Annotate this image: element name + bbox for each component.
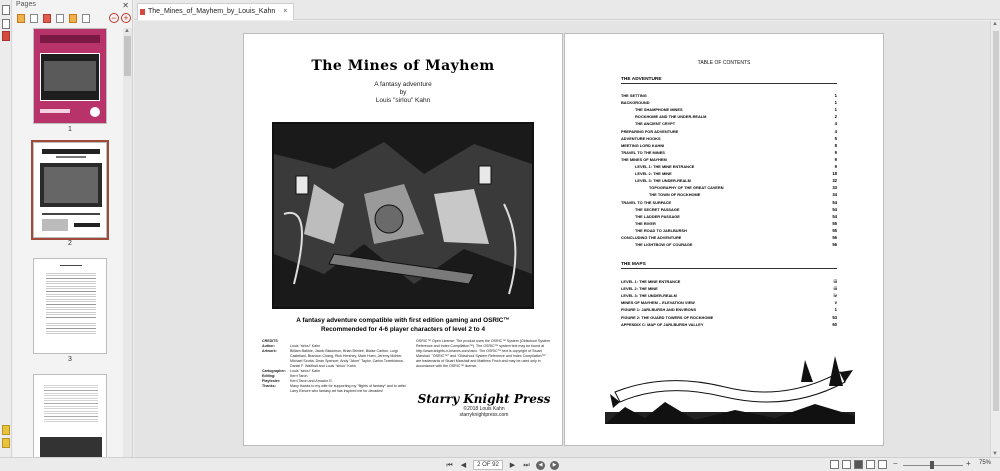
toc-entry-page: 54 <box>832 213 837 219</box>
zoom-slider-knob[interactable] <box>930 461 934 469</box>
toc-entry[interactable] <box>621 143 837 149</box>
toc-entry-page: 5 <box>834 135 837 141</box>
compat-line-2: Recommended for 4-6 player characters of level 2 to 4 <box>320 326 486 333</box>
document-scrollbar[interactable]: ▲ ▼ <box>990 21 1000 457</box>
toc-entry[interactable] <box>621 235 837 241</box>
pages-panel-title: Pages <box>16 1 36 8</box>
toc-entry[interactable] <box>621 300 837 306</box>
single-page-view-icon[interactable] <box>830 460 839 469</box>
toc-entry[interactable] <box>621 171 837 177</box>
toc-entry-title: THE LIGHTBOW OF COURAGE <box>635 242 693 248</box>
thumbnail-scrollbar[interactable]: ▲ <box>123 28 132 457</box>
delete-page-icon[interactable] <box>43 14 51 23</box>
credit-row: Editing: Kerri Taron <box>262 374 308 378</box>
toc-entry-title: APPENDIX C: MAP OF JARLBURSH VALLEY <box>621 321 704 327</box>
toc-entry-page: 9 <box>834 156 837 162</box>
toc-entry-title: MEETING LORD KAHNI <box>621 142 665 148</box>
toc-entry-page: 1 <box>834 307 837 313</box>
cover-art-drawing <box>274 124 532 307</box>
toc-entry[interactable] <box>621 315 837 321</box>
compat-line-1: A fantasy adventure compatible with first edition gaming and OSRIC™ <box>296 317 510 324</box>
credit-row: Playtester: Kerri Taron and Amador G. <box>262 379 333 383</box>
thumbnail-number: 3 <box>68 356 72 363</box>
toc-entry-page: iii <box>833 286 837 292</box>
toc-entry-title: BACKGROUND <box>621 100 650 106</box>
scrollbar-thumb[interactable] <box>993 31 999 411</box>
toc-section-maps: THE MAPS <box>621 262 837 269</box>
toc-entry[interactable] <box>621 129 837 135</box>
toc-entry-page: 1 <box>834 93 837 98</box>
attachments-icon[interactable] <box>2 31 10 41</box>
prev-page-icon[interactable]: ◀ <box>460 461 467 469</box>
last-page-icon[interactable]: ⏭ <box>523 461 530 469</box>
toc-entry[interactable] <box>621 200 837 206</box>
first-page-icon[interactable]: ⏮ <box>446 461 453 469</box>
toc-entry-page: 53 <box>832 314 837 320</box>
toc-entry-title: MINES OF MAYHEM – ELEVATION VIEW <box>621 300 695 306</box>
toc-entry[interactable] <box>621 164 837 170</box>
toc-entry-title: LEVEL 1: THE MINE ENTRANCE <box>635 164 695 169</box>
credit-row: Author: Louis "sirlou" Kahn <box>262 344 321 348</box>
thumbnail-image <box>33 28 107 124</box>
toc-entry[interactable] <box>621 150 837 156</box>
toc-entry[interactable] <box>621 293 837 299</box>
publisher-name: Starry Knight Press <box>417 392 551 406</box>
tab-label: The_Mines_of_Mayhem_by_Louis_Kahn <box>148 8 276 15</box>
credit-row: Artwork: Billiam Babble, Jacob Blackmon, Brian Brinlee, Blaise Carlton, Luigi Castellani, Brandon Chang, Rick Hershey, Mark Huen, Jeremy Mohler, Michael Scotta, Dean Spencer, Andy "Atom" Taylor, Carlos Torreblanca, Daniel F. Walthall and Louis "sirlou" Kahn <box>262 349 404 368</box>
fit-width-icon[interactable] <box>878 460 887 469</box>
comments-icon[interactable] <box>2 425 10 435</box>
toc-entry-page: 56 <box>832 235 837 240</box>
extract-page-icon[interactable] <box>30 14 38 23</box>
close-tab-icon[interactable]: × <box>283 8 288 15</box>
subtitle-by: by <box>399 89 407 96</box>
toc-entry[interactable] <box>621 322 837 328</box>
thumbnail-page-1[interactable] <box>33 28 107 133</box>
page-3 <box>564 33 884 446</box>
thumbnail-page-2[interactable] <box>33 142 107 247</box>
toc-entry-title: THE SECRET PASSAGE <box>635 206 680 212</box>
page-options-icon[interactable] <box>82 14 90 23</box>
zoom-in-thumb-icon[interactable]: + <box>121 13 131 23</box>
status-bar <box>0 457 1000 471</box>
toc-entry-page: 18 <box>832 171 837 177</box>
toc-entry[interactable] <box>621 279 837 285</box>
toc-title: TABLE OF CONTENTS <box>697 60 751 66</box>
credit-row: Thanks: Many thanks to my wife for supporting my "flights of fantasy" and to artist Larry Elmore who fantasy art has inspired me for decades! <box>262 384 406 393</box>
toc-entry-page: 8 <box>834 142 837 148</box>
publisher-block <box>416 392 552 418</box>
rotate-page-icon[interactable] <box>56 14 64 23</box>
left-toolbar <box>0 0 12 471</box>
toc-entry[interactable] <box>621 136 837 142</box>
notes-icon[interactable] <box>2 438 10 448</box>
forward-icon[interactable]: ▶ <box>550 461 559 470</box>
toc-entry-title: LEVEL 3: THE UNDER-REALM <box>635 178 691 184</box>
continuous-view-icon[interactable] <box>842 460 851 469</box>
document-tab[interactable] <box>137 3 294 20</box>
subtitle: A fantasy adventure <box>374 81 432 88</box>
toc-entry-page: v <box>834 300 837 306</box>
toc-entry-title: THE SETTING <box>621 93 647 98</box>
page-2 <box>243 33 563 446</box>
toc-entry-title: LEVEL 3: THE UNDER-REALM <box>621 293 677 299</box>
page-navigation <box>445 459 559 471</box>
toc-entry-page: iii <box>833 279 837 284</box>
back-icon[interactable]: ◀ <box>536 461 545 470</box>
toc-entry[interactable] <box>621 242 837 248</box>
toc-entry-page: 1 <box>834 107 837 113</box>
toc-entry-page: 60 <box>832 321 837 327</box>
license-text: OSRIC™ Open License: The product uses the OSRIC™ System (Oldschool System Reference and Index Compilation™). The OSRIC™ system text may be found at http://www.knights-n-knaves.com/osric. The OSRIC™ text is copyright of Stuart Marshall. "OSRIC™" and "Oldschool System Reference and Index Compilation™" are trademarks of Stuart Marshall and Matthew Finch and may be used only in accordance with the OSRIC™ license. <box>416 339 550 368</box>
toc-entry-page: 4 <box>834 128 837 134</box>
toc-entry-title: THE MINES OF MAYHEM <box>621 156 667 162</box>
toc-entry-page: 55 <box>832 220 837 226</box>
toc-entry-title: TOPOGRAPHY OF THE GREAT CAVERN <box>649 185 724 191</box>
document-viewport[interactable] <box>134 21 990 457</box>
toc-entry-page: 9 <box>834 149 837 155</box>
zoom-out-thumb-icon[interactable]: − <box>109 13 119 23</box>
toc-entry-page: 2 <box>834 114 837 120</box>
toc-section-adventure: THE ADVENTURE <box>621 77 837 84</box>
credits-block <box>262 339 412 394</box>
toc-entry[interactable] <box>621 221 837 227</box>
toc-entry-title: THE LADDER PASSAGE <box>635 213 680 219</box>
toc-entry-title: THE RIVER <box>635 220 656 226</box>
thumbnail-number: 1 <box>68 126 72 133</box>
toc-entry[interactable] <box>621 93 837 99</box>
toc-entry-page: 9 <box>834 164 837 169</box>
toc-entry-title: LEVEL 1: THE MINE ENTRANCE <box>621 279 681 284</box>
toc-entry-page: 54 <box>832 206 837 212</box>
cover-title: The Mines of Mayhem <box>311 58 495 74</box>
replace-page-icon[interactable] <box>69 14 77 23</box>
toc-entry-title: TRAVEL TO THE SURFACE <box>621 199 672 205</box>
pdf-file-icon <box>140 9 145 15</box>
toc-entry[interactable] <box>621 185 837 191</box>
toc-entry-title: LEVEL 2: THE MINE <box>621 286 658 292</box>
thumbnail-number: 2 <box>68 240 72 247</box>
credits-heading: CREDITS <box>262 339 278 343</box>
toc-entry-title: THE ROAD TO JARLBURSH <box>635 227 687 233</box>
thumbnail-image <box>33 142 107 238</box>
toc-entry-title: LEVEL 2: THE MINE <box>635 171 672 177</box>
toc-entry-title: CONCLUDING THE ADVENTURE <box>621 235 682 240</box>
zoom-control <box>893 460 993 470</box>
page-number: i <box>723 416 725 421</box>
insert-page-icon[interactable] <box>17 14 25 23</box>
thumbnail-list <box>13 28 123 457</box>
pages-panel <box>13 0 133 457</box>
toc-entry-title: THE ANCIENT CRYPT <box>635 121 676 127</box>
cover-illustration <box>272 122 534 309</box>
toc-entry-title: TRAVEL TO THE MINES <box>621 149 665 155</box>
toc-entry[interactable] <box>621 307 837 313</box>
toc-entry-page: 33 <box>832 185 837 191</box>
scrollbar-thumb[interactable] <box>124 36 131 76</box>
next-page-icon[interactable]: ▶ <box>509 461 516 469</box>
zoom-in-icon[interactable]: + <box>966 459 971 468</box>
toc-entry-title: ADVENTURE HOOKS <box>621 135 661 141</box>
toc-entry-page: 32 <box>832 178 837 184</box>
toc-entry-title: FIGURE 1: JARLBURSH AND ENVIRONS <box>621 307 697 313</box>
thumbnail-page-4[interactable] <box>33 374 107 457</box>
toc-entry-title: FIGURE 2: THE GUARD TOWERS OF ROCKHOME <box>621 314 714 320</box>
toc-entry[interactable] <box>621 207 837 213</box>
toc-entry[interactable] <box>621 107 837 113</box>
banner-illustration <box>605 352 855 424</box>
credit-row: Cartographer: Louis "sirlou" Kahn <box>262 369 321 373</box>
zoom-level[interactable]: 75% <box>978 460 991 466</box>
continuous-facing-view-icon[interactable] <box>866 460 875 469</box>
toc-entry-page: 56 <box>832 242 837 248</box>
publisher-url: starryknightpress.com <box>459 412 509 418</box>
toc-entry[interactable] <box>621 114 837 120</box>
toc-entry-page: 54 <box>832 199 837 205</box>
toc-entry[interactable] <box>621 100 837 106</box>
page-number-input[interactable]: 2 OF 92 <box>473 460 503 470</box>
toc-entry[interactable] <box>621 214 837 220</box>
toc-entry[interactable] <box>621 228 837 234</box>
toc-entry-title: ROCKHOME AND THE UNDER-REALM <box>635 114 707 120</box>
toc-entry-title: PREPARING FOR ADVENTURE <box>621 128 679 134</box>
author-line: Louis "sirlou" Kahn <box>375 97 431 104</box>
toc-entry[interactable] <box>621 192 837 198</box>
toc-entry[interactable] <box>621 157 837 163</box>
toc-entry-page: 34 <box>832 192 837 198</box>
toc-entry[interactable] <box>621 178 837 184</box>
page-icon[interactable] <box>2 5 10 15</box>
toc-entry[interactable] <box>621 286 837 292</box>
thumbnail-image <box>33 258 107 354</box>
toc-entry-page: 1 <box>834 100 837 106</box>
toc-entry-title: THE TOWN OF ROCKHOME <box>649 192 701 198</box>
toc-entry-page: 4 <box>834 121 837 127</box>
copyright: ©2018 Louis Kahn <box>463 406 505 412</box>
toc-entry-page: 55 <box>832 227 837 233</box>
toc-entry-page: iv <box>833 293 837 299</box>
thumbnail-image <box>33 374 107 457</box>
bookmarks-icon[interactable] <box>2 19 10 29</box>
toc-entry[interactable] <box>621 121 837 127</box>
close-panel-icon[interactable]: ✕ <box>122 1 129 10</box>
thumbnail-page-3[interactable] <box>33 258 107 363</box>
toc-entry-title: THE SHAMPHONE MINES <box>635 107 683 113</box>
tab-bar <box>134 0 1000 20</box>
zoom-out-icon[interactable]: − <box>893 459 898 468</box>
facing-view-icon[interactable] <box>854 460 863 469</box>
